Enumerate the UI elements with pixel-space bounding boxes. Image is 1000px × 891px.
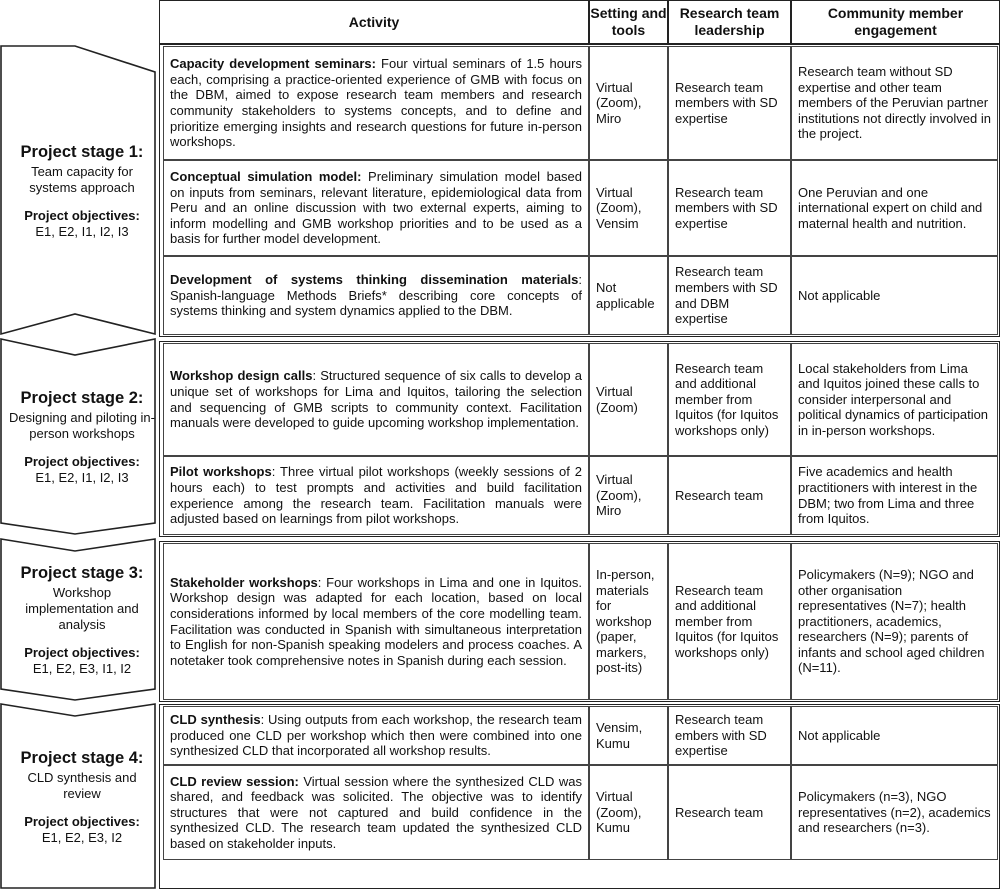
header-engagement: Community member engagement (791, 0, 1000, 44)
stage-title: Project stage 2: (20, 389, 144, 407)
leadership-cell: Research team members with SD and DBM expertise (668, 256, 791, 335)
engagement-cell: One Peruvian and one international expert on child and maternal health and nutrition. (791, 160, 998, 256)
stage-4-arrow (0, 702, 160, 891)
engagement-cell: Research team without SD expertise and other team members of the Peruvian partner institutions not directly involved in the project. (791, 46, 998, 160)
leadership-cell: Research team (668, 765, 791, 860)
stage-2-arrow (0, 337, 160, 537)
objectives-list: E1, E2, E3, I1, I2 (32, 660, 132, 676)
leadership-cell: Research team members with SD expertise (668, 160, 791, 256)
setting-cell: Vensim, Kumu (589, 706, 668, 765)
activity-cell: Workshop design calls: Structured sequence of six calls to develop a unique set of workshops for Lima and Iquitos, tailoring the selection and sequencing of GMB scripts to community context. Facilitation manuals were developed to guide upcoming workshop implementation. (163, 343, 589, 456)
stage-title: Project stage 1: (20, 142, 144, 161)
setting-cell: Virtual (Zoom) (589, 343, 668, 456)
stage-subtitle: CLD synthesis and review (27, 769, 137, 801)
setting-cell: Virtual (Zoom), Kumu (589, 765, 668, 860)
objectives-list: E1, E2, I1, I2, I3 (35, 223, 129, 239)
stage-subtitle: Team capacity for systems approach (29, 163, 135, 195)
engagement-cell: Not applicable (791, 256, 998, 335)
stage-subtitle: Workshop implementation and analysis (25, 584, 139, 632)
objectives-label: Project objectives: (24, 207, 140, 223)
objectives-list: E1, E2, I1, I2, I3 (35, 470, 129, 485)
header-activity: Activity (159, 0, 589, 44)
setting-cell: Not applicable (589, 256, 668, 335)
activity-cell: Capacity development seminars: Four virtual seminars of 1.5 hours each, comprising a practice-oriented experience of GMB with focus on the DBM, aimed to expose research team members and research community stakeholders to systems concepts, and to define and prioritize emerging insights and research questions for future in-person workshops. (163, 46, 589, 160)
setting-cell: Virtual (Zoom), Miro (589, 46, 668, 160)
activity-cell: CLD synthesis: Using outputs from each workshop, the research team produced one CLD per workshop which then were combined into one synthesized CLD that incorporated all workshop results. (163, 706, 589, 765)
activity-cell: Pilot workshops: Three virtual pilot workshops (weekly sessions of 2 hours each) to test prompts and activities and build facilitation experience among the research team. Facilitation manuals were adjusted based on learnings from pilot workshops. (163, 456, 589, 535)
setting-cell: Virtual (Zoom), Vensim (589, 160, 668, 256)
setting-cell: Virtual (Zoom), Miro (589, 456, 668, 535)
leadership-cell: Research team and additional member from Iquitos (for Iquitos workshops only) (668, 343, 791, 456)
engagement-cell: Local stakeholders from Lima and Iquitos joined these calls to consider interpersonal and political dynamics of participation in in-person workshops. (791, 343, 998, 456)
engagement-cell: Policymakers (n=3), NGO representatives (n=2), academics and researchers (n=3). (791, 765, 998, 860)
activity-cell: Development of systems thinking dissemination materials: Spanish-language Methods Briefs* describing core concepts of systems thinking and system dynamics applied to the DBM. (163, 256, 589, 335)
objectives-list: E1, E2, E3, I2 (41, 829, 123, 845)
activity-cell: Stakeholder workshops: Four workshops in Lima and one in Iquitos. Workshop design was adapted for each location, based on local considerations informed by local members of the core modelling team. Facilitation was conducted in Spanish with simultaneous interpretation to English for non-Spanish speaking modelers and process coaches. A notetaker took comprehensive notes in Spanish during each session. (163, 543, 589, 700)
leadership-cell: Research team members with SD expertise (668, 46, 791, 160)
leadership-cell: Research team and additional member from Iquitos (for Iquitos workshops only) (668, 543, 791, 700)
engagement-cell: Five academics and health practitioners with interest in the DBM; two from Lima and three from Iquitos. (791, 456, 998, 535)
stage-subtitle: Designing and piloting in-person workshops (9, 410, 155, 441)
header-leadership: Research team leadership (668, 0, 791, 44)
leadership-cell: Research team (668, 456, 791, 535)
header-setting: Setting and tools (589, 0, 668, 44)
objectives-label: Project objectives: (24, 813, 140, 829)
stage-title: Project stage 3: (20, 563, 144, 582)
engagement-cell: Not applicable (791, 706, 998, 765)
leadership-cell: Research team embers with SD expertise (668, 706, 791, 765)
engagement-cell: Policymakers (N=9); NGO and other organisation representatives (N=7); health practitioners, academics, researchers (N=9); parents of infants and school aged children (N=11). (791, 543, 998, 700)
stage-1-arrow (0, 44, 160, 337)
activity-cell: Conceptual simulation model: Preliminary simulation model based on inputs from seminars, relevant literature, epidemiological data from Peru and an online discussion with two external experts, aiming to inform modelling and GMB workshop priorities and to be used as a basis for further model development. (163, 160, 589, 256)
activity-cell: CLD review session: Virtual session where the synthesized CLD was shared, and feedback was solicited. The objective was to identify structures that were not captured and build confidence in the synthesized CLD. The research team updated the synthesized CLD based on stakeholder inputs. (163, 765, 589, 860)
objectives-label: Project objectives: (24, 454, 140, 469)
stage-title: Project stage 4: (20, 748, 144, 767)
objectives-label: Project objectives: (24, 644, 140, 660)
stage-3-arrow (0, 537, 160, 702)
setting-cell: In-person, materials for workshop (paper, markers, post-its) (589, 543, 668, 700)
